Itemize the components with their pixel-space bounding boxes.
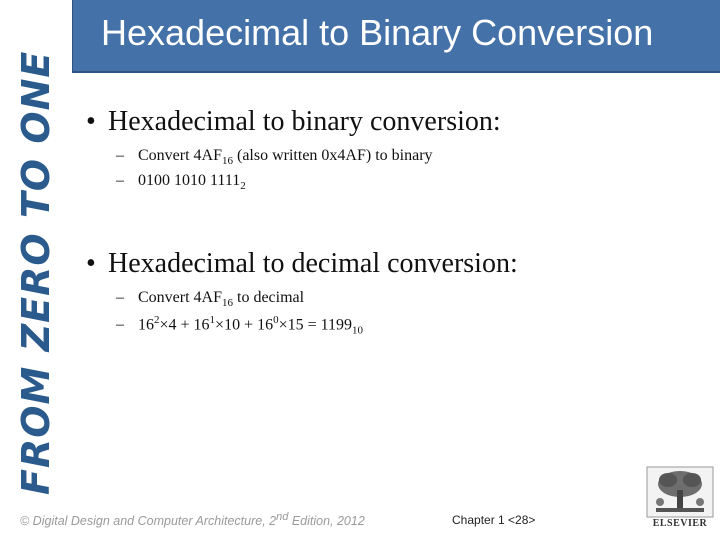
slide-title: Hexadecimal to Binary Conversion [101,12,654,53]
dash-icon: – [116,172,124,189]
side-brand-strip [0,0,60,540]
side-brand-text: FROM ZERO TO ONE [14,50,58,495]
dash-icon: – [116,316,124,334]
bullet-dot-icon: • [86,248,96,279]
title-bar [72,0,720,73]
publisher-wordmark: ELSEVIER [652,518,708,529]
bullet-hex-to-binary [86,106,501,138]
footer-copyright: © Digital Design and Computer Architecture, 2nd Edition, 2012 [20,511,365,529]
dash-icon: – [116,289,124,306]
bullet-dot-icon: • [86,106,96,137]
footer-page-number: Chapter 1 <28> [452,513,536,527]
sub-item: – 0100 1010 $1111_2$ [116,172,246,193]
bullet-text: Hexadecimal to binary conversion: [108,106,501,137]
sub-item: – Convert $4AF_{16}$ (also written 0x4AF) to binary [116,147,433,168]
sub-item: – $16^2\times 4 + 16^1\times 10 + 16^0\times 15 = 1199_{10}$ [116,314,364,337]
bullet-hex-to-decimal [86,248,518,280]
sub-item: – Convert $4AF_{16}$ to decimal [116,289,305,310]
bullet-text: Hexadecimal to decimal conversion: [108,248,518,279]
dash-icon: – [116,147,124,164]
